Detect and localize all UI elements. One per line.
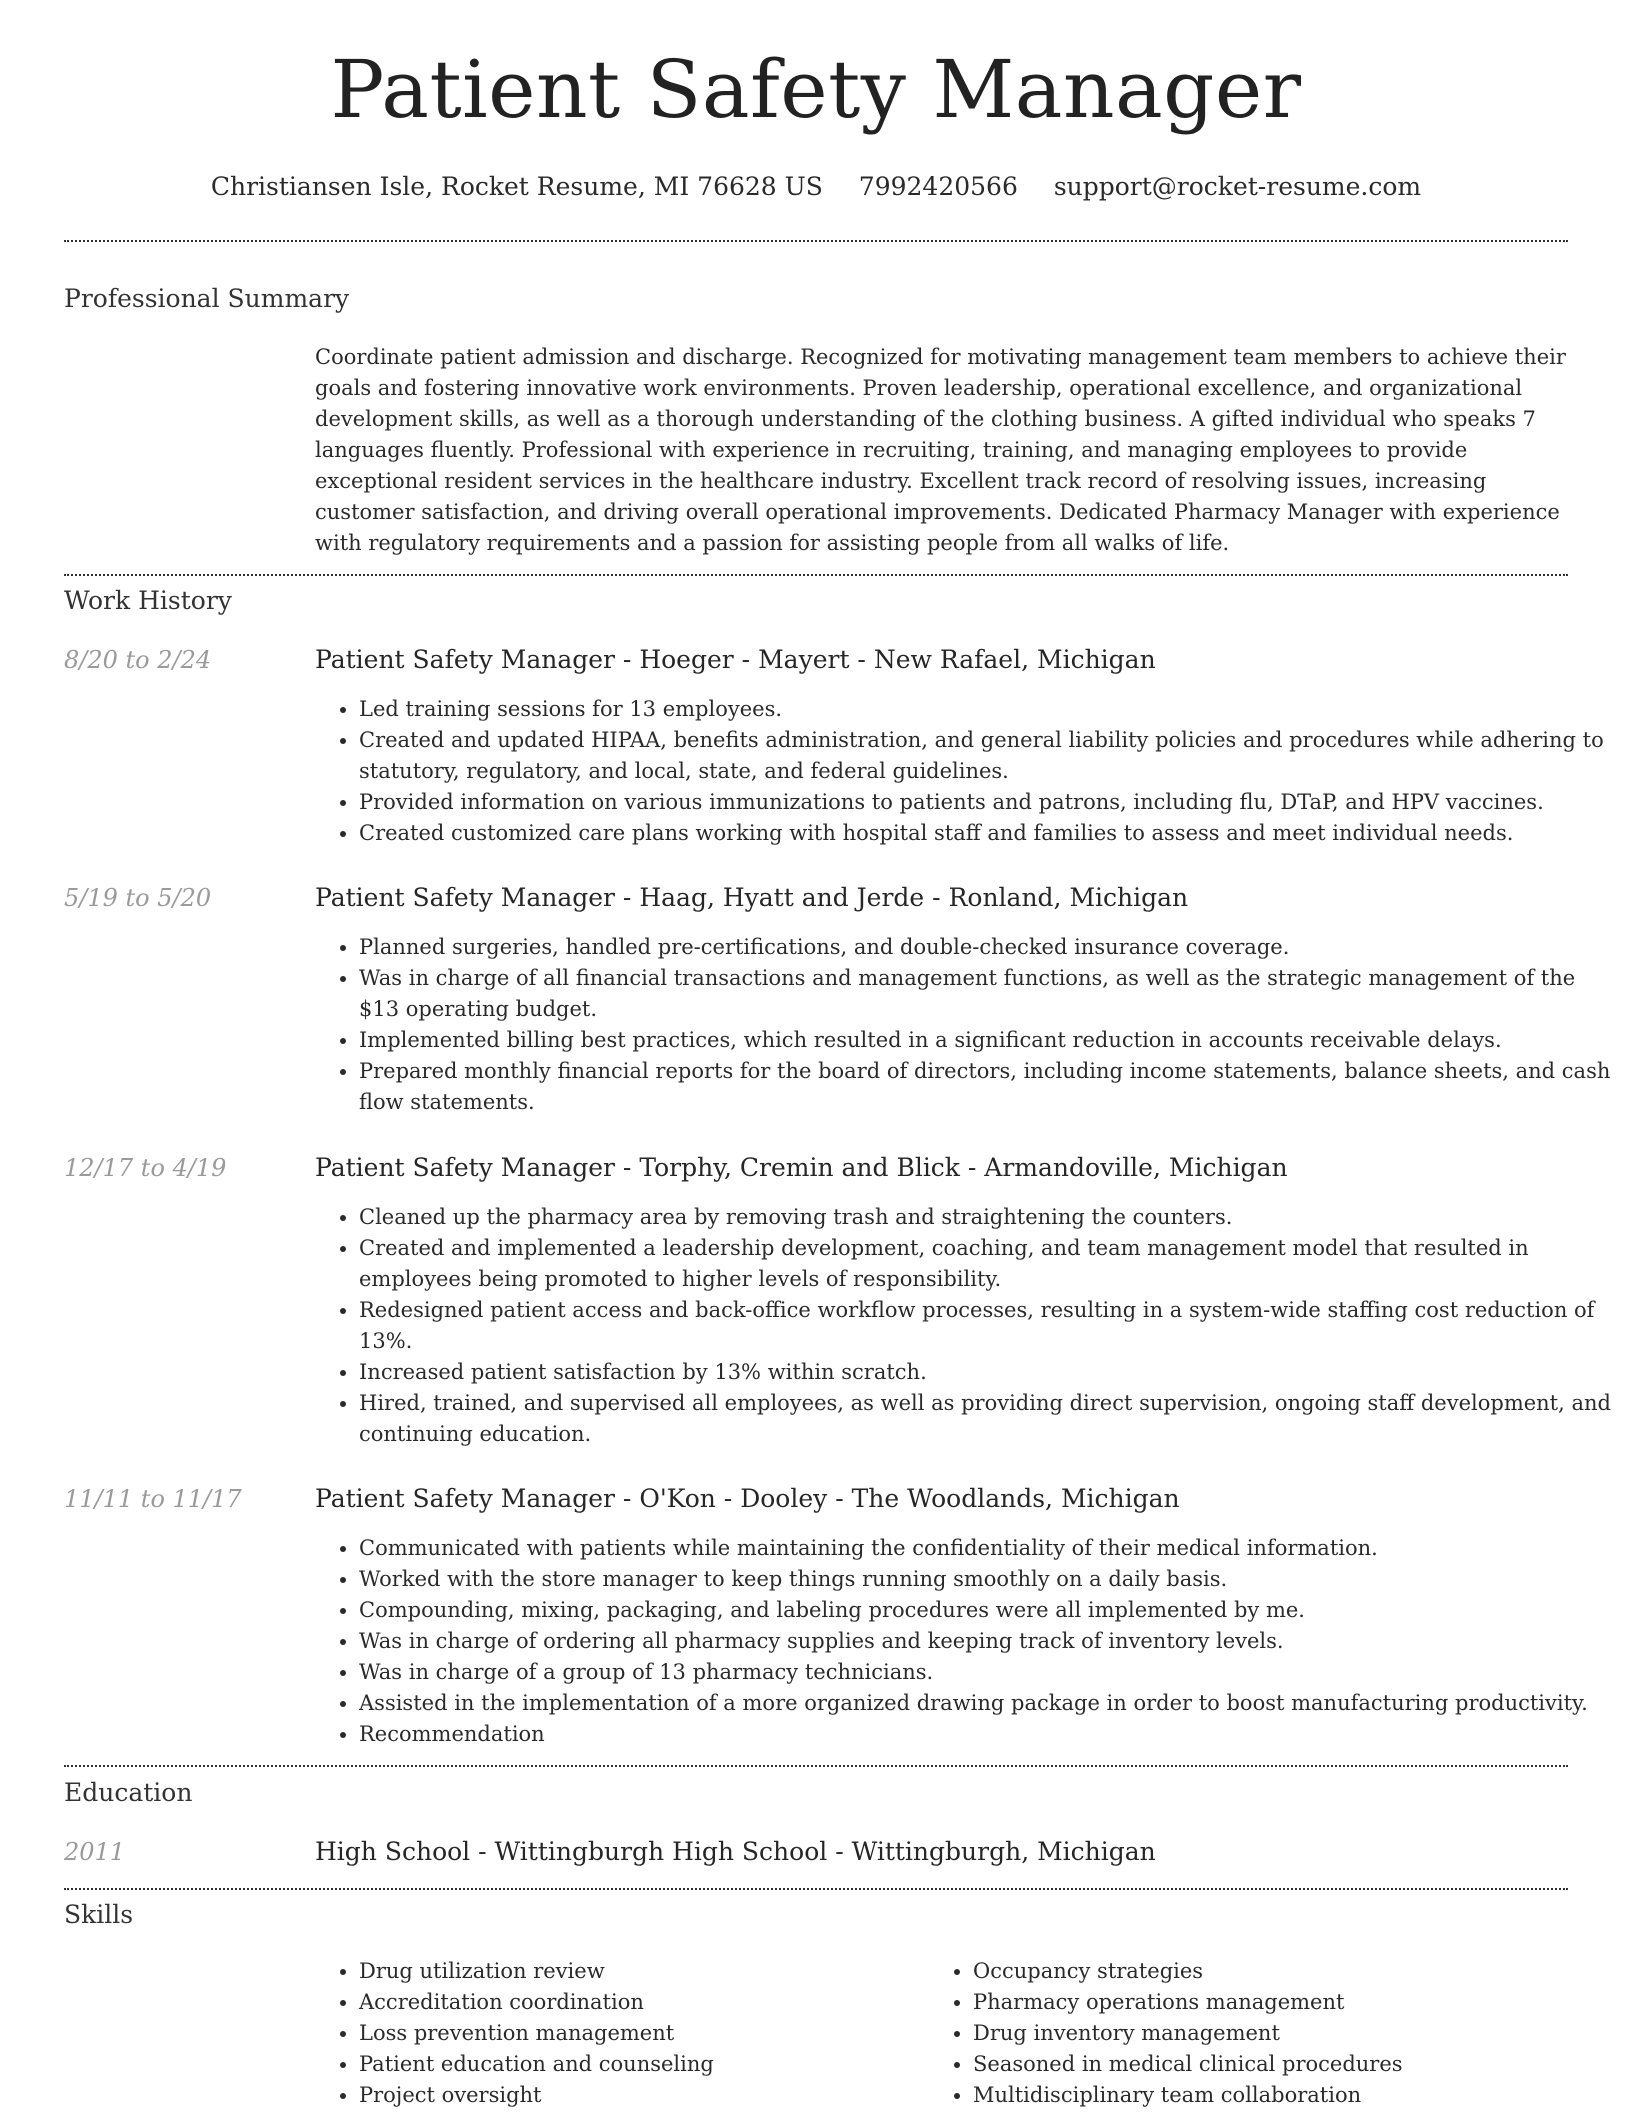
job-bullets	[315, 694, 1613, 849]
job-bullet: • Increased patient satisfaction by 13% within scratch.	[359, 1357, 1613, 1388]
skills-list-left	[315, 1956, 959, 2111]
job-dates: 8/20 to 2/24	[64, 646, 212, 674]
education-entry: High School - Wittingburgh High School - Wittingburgh, Michigan	[315, 1837, 1156, 1866]
section-title-education: Education	[64, 1778, 193, 1807]
section-title-skills: Skills	[64, 1900, 134, 1929]
skill-item: • Occupancy strategies	[973, 1956, 1613, 1987]
job-dates: 11/11 to 11/17	[64, 1485, 242, 1513]
job-dates: 5/19 to 5/20	[64, 884, 212, 912]
divider	[64, 574, 1568, 576]
job-bullet: • Redesigned patient access and back-office workflow processes, resulting in a system-wide staffing cost reduction of 13%.	[359, 1295, 1613, 1357]
summary-text: Coordinate patient admission and discharge. Recognized for motivating management team members to achieve their goals and fostering innovative work environments. Proven leadership, operational excellence, and organizational development skills, as well as a thorough understanding of the clothing business. A gifted individual who speaks 7 languages fluently. Professional with experience in recruiting, training, and managing employees to provide exceptional resident services in the healthcare industry. Excellent track record of resolving issues, increasing customer satisfaction, and driving overall operational improvements. Dedicated Pharmacy Manager with experience with regulatory requirements and a passion for assisting people from all walks of life.	[315, 345, 1566, 555]
divider	[64, 1888, 1568, 1890]
job-title: Patient Safety Manager - Haag, Hyatt and Jerde - Ronland, Michigan	[315, 883, 1189, 912]
job-bullet: • Recommendation	[359, 1719, 1613, 1750]
skill-item: • Drug inventory management	[973, 2018, 1613, 2049]
job-bullet: • Communicated with patients while maintaining the confidentiality of their medical information.	[359, 1533, 1613, 1564]
section-title-summary: Professional Summary	[64, 284, 350, 313]
job-title: Patient Safety Manager - O'Kon - Dooley - The Woodlands, Michigan	[315, 1484, 1180, 1513]
education-year: 2011	[64, 1838, 126, 1866]
job-bullet: • Created customized care plans working with hospital staff and families to assess and meet individual needs.	[359, 818, 1613, 849]
skills-list-right	[929, 1956, 1613, 2111]
skill-item: • Patient education and counseling	[359, 2049, 959, 2080]
job-bullet: • Prepared monthly financial reports for the board of directors, including income statements, balance sheets, and cash flow statements.	[359, 1056, 1613, 1118]
job-bullet: • Implemented billing best practices, which resulted in a significant reduction in accounts receivable delays.	[359, 1025, 1613, 1056]
job-bullet: • Was in charge of a group of 13 pharmacy technicians.	[359, 1657, 1613, 1688]
job-bullet: • Led training sessions for 13 employees.	[359, 694, 1613, 725]
job-dates: 12/17 to 4/19	[64, 1154, 227, 1182]
job-bullet: • Compounding, mixing, packaging, and labeling procedures were all implemented by me.	[359, 1595, 1613, 1626]
job-bullet: • Was in charge of all financial transactions and management functions, as well as the strategic management of the $13 operating budget.	[359, 963, 1613, 1025]
job-bullet: • Was in charge of ordering all pharmacy supplies and keeping track of inventory levels.	[359, 1626, 1613, 1657]
section-title-work-history: Work History	[64, 586, 232, 615]
skill-item: • Project oversight	[359, 2080, 959, 2111]
job-bullet: • Created and updated HIPAA, benefits administration, and general liability policies and procedures while adhering to statutory, regulatory, and local, state, and federal guidelines.	[359, 725, 1613, 787]
job-bullets	[315, 932, 1613, 1118]
job-title: Patient Safety Manager - Torphy, Cremin and Blick - Armandoville, Michigan	[315, 1153, 1288, 1182]
contact-phone: 7992420566	[858, 172, 1018, 201]
job-bullet: • Created and implemented a leadership development, coaching, and team management model that resulted in employees being promoted to higher levels of responsibility.	[359, 1233, 1613, 1295]
skill-item: • Drug utilization review	[359, 1956, 959, 1987]
job-bullet: • Worked with the store manager to keep things running smoothly on a daily basis.	[359, 1564, 1613, 1595]
job-bullet: • Hired, trained, and supervised all employees, as well as providing direct supervision, ongoing staff development, and continuing education.	[359, 1388, 1613, 1450]
job-bullets	[315, 1202, 1613, 1450]
job-bullets	[315, 1533, 1613, 1750]
divider	[64, 240, 1568, 242]
job-title: Patient Safety Manager - Hoeger - Mayert - New Rafael, Michigan	[315, 645, 1156, 674]
contact-email: support@rocket-resume.com	[1053, 172, 1422, 201]
skill-item: • Loss prevention management	[359, 2018, 959, 2049]
resume-name: Patient Safety Manager	[330, 43, 1302, 136]
contact-line	[0, 172, 1632, 201]
skill-item: • Accreditation coordination	[359, 1987, 959, 2018]
skill-item: • Pharmacy operations management	[973, 1987, 1613, 2018]
skill-item: • Seasoned in medical clinical procedures	[973, 2049, 1613, 2080]
job-bullet: • Planned surgeries, handled pre-certifications, and double-checked insurance coverage.	[359, 932, 1613, 963]
job-bullet: • Cleaned up the pharmacy area by removing trash and straightening the counters.	[359, 1202, 1613, 1233]
contact-address: Christiansen Isle, Rocket Resume, MI 76628 US	[210, 172, 823, 201]
job-bullet: • Assisted in the implementation of a more organized drawing package in order to boost manufacturing productivity.	[359, 1688, 1613, 1719]
divider	[64, 1765, 1568, 1767]
skill-item: • Multidisciplinary team collaboration	[973, 2080, 1613, 2111]
job-bullet: • Provided information on various immunizations to patients and patrons, including flu, DTaP, and HPV vaccines.	[359, 787, 1613, 818]
